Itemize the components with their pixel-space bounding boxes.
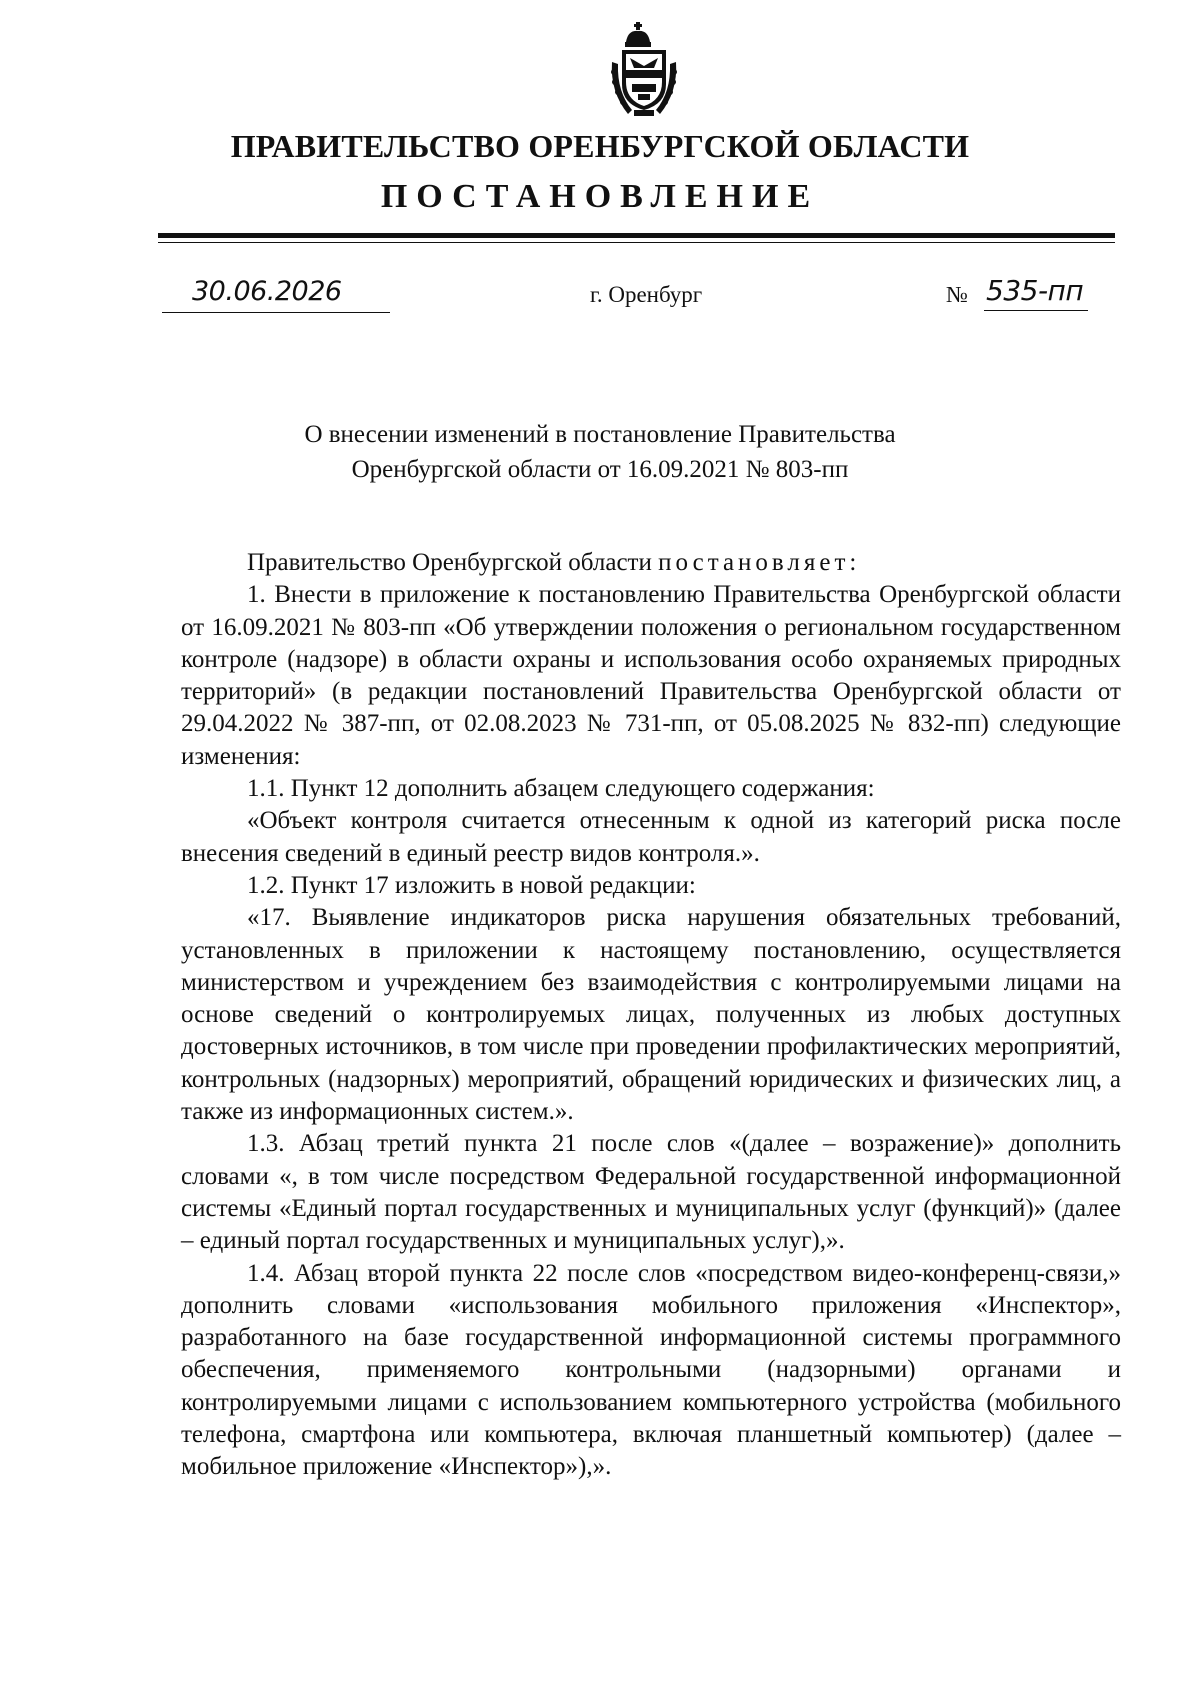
- document-number-field: [946, 274, 1096, 314]
- orenburg-coat-of-arms-icon: [608, 22, 680, 120]
- document-city: г. Оренбург: [590, 282, 703, 307]
- intro-verb: постановляет:: [658, 549, 861, 576]
- subject-line-1: О внесении изменений в постановление Правительства: [304, 421, 896, 448]
- item-1-4-paragraph: 1.4. Абзац второй пункта 22 после слов «посредством видео-конференц-связи,» дополнить словами «использования мобильного приложения «Инспектор», разработанного на базе государственной информационной системы программного обеспечения, применяемого контрольными (надзорными) органами и контролируемыми лицами с использованием компьютерного устройства (мобильного телефона, смартфона или компьютера, включая планшетный компьютер) (далее – мобильное приложение «Инспектор»),».: [181, 1259, 1121, 1481]
- number-sign: №: [946, 282, 968, 307]
- item-1-1-quote: «Объект контроля считается отнесенным к одной из категорий риска после внесения сведений в единый реестр видов контроля.».: [181, 807, 1121, 867]
- document-date-field: [162, 276, 390, 316]
- item-1-paragraph: 1. Внести в приложение к постановлению Правительства Оренбургской области от 16.09.2021 № 803-пп «Об утверждении положения о региональном государственном контроле (надзоре) в области охраны и использования особо охраняемых природных территорий» (в редакции постановлений Правительства Оренбургской области от 29.04.2022 № 387-пп, от 02.08.2023 № 731-пп, от 05.08.2025 № 832-пп) следующие изменения:: [181, 581, 1121, 770]
- intro-paragraph: [181, 547, 1121, 579]
- subject-line-2: Оренбургской области от 16.09.2021 № 803-пп: [351, 456, 849, 483]
- number-underline: [984, 310, 1088, 311]
- item-1-1-paragraph: 1.1. Пункт 12 дополнить абзацем следующего содержания:: [247, 775, 875, 803]
- intro-text: Правительство Оренбургской области: [247, 549, 659, 576]
- item-1-3-paragraph: 1.3. Абзац третий пункта 21 после слов «(далее – возражение)» дополнить словами «, в том числе посредством Федеральной государственной информационной системы «Единый портал государственных и муниципальных услуг (функций)» (далее – единый портал государственных и муниципальных услуг),».: [181, 1130, 1121, 1255]
- header-rule-thick: [158, 233, 1115, 238]
- document-body: [181, 547, 1121, 1484]
- date-underline: [162, 312, 390, 313]
- document-date: 30.06.2026: [192, 276, 342, 307]
- item-1-2-quote: «17. Выявление индикаторов риска нарушения обязательных требований, установленных в приложении к настоящему постановлению, осуществляется министерством и учреждением без взаимодействия с контролируемыми лицами на основе сведений о контролируемых лицах, полученных из любых доступных достоверных источников, в том числе при проведении профилактических мероприятий, контрольных (надзорных) мероприятий, обращений юридических и физических лиц, а также из информационных систем.».: [181, 904, 1121, 1126]
- item-1-2-paragraph: 1.2. Пункт 17 изложить в новой редакции:: [247, 871, 696, 899]
- government-title: ПРАВИТЕЛЬСТВО ОРЕНБУРГСКОЙ ОБЛАСТИ: [230, 128, 970, 164]
- document-number: 535-пп: [986, 274, 1084, 307]
- header-rule-thin: [158, 242, 1115, 243]
- document-subject: [0, 417, 1200, 487]
- document-type-heading: ПОСТАНОВЛЕНИЕ: [380, 178, 820, 215]
